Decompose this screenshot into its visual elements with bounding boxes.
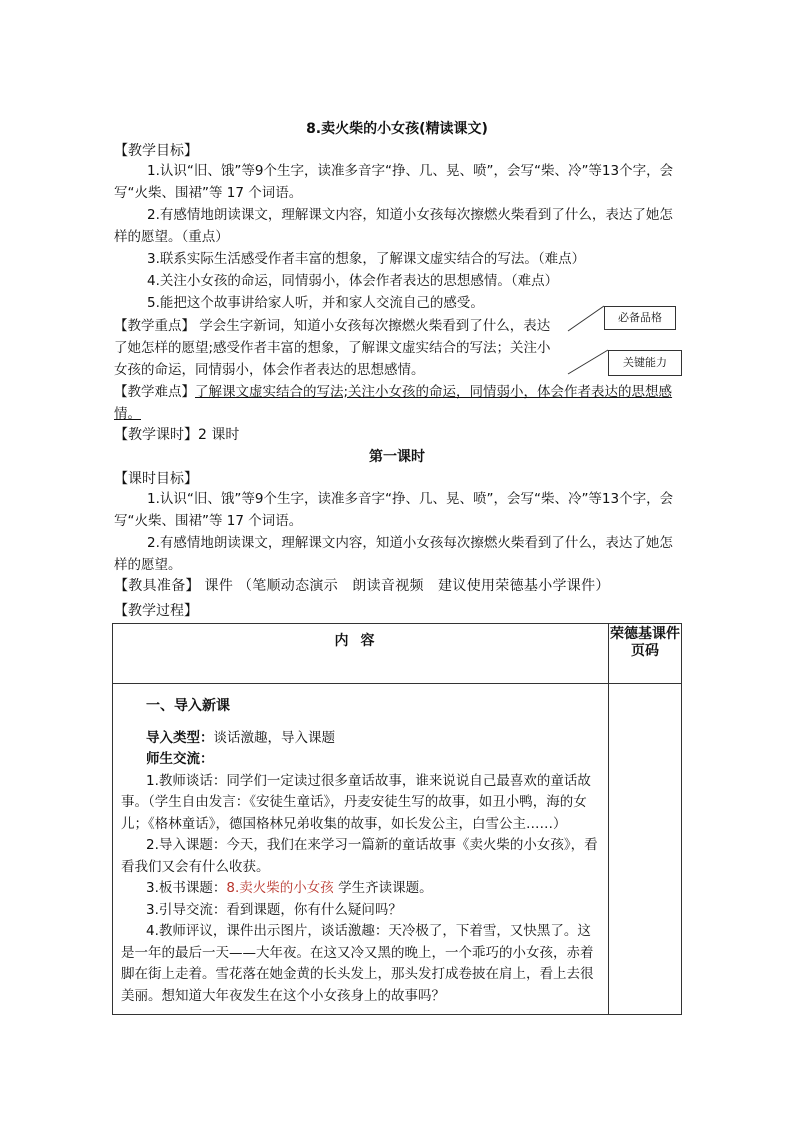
step-board xyxy=(121,878,600,900)
step-2: 2.导入课题：今天，我们在来学习一篇新的童话故事《卖火柴的小女孩》，看看我们又会有什么收获。 xyxy=(121,837,598,875)
step-1: 1.教师谈话：同学们一定读过很多童话故事，谁来说说自己最喜欢的童话故事。（学生自由发言：《安徒生童话》，丹麦安徒生写的故事，如丑小鸭，海的女儿；《格林童话》，德国格林兄弟收集的故事，如长发公主，白雪公主……） xyxy=(121,772,591,832)
section-title: 一、导入新课 xyxy=(146,698,230,714)
process-table xyxy=(112,623,682,1015)
difficulties-label: 【教学难点】 xyxy=(114,384,195,400)
goal-item-2: 2.有感情地朗读课文，理解课文内容，知道小女孩每次擦燃火柴看到了什么，表达了她怎样的愿望。（重点） xyxy=(114,207,673,245)
periods: 【教学课时】2 课时 xyxy=(114,427,240,443)
callout-line-1 xyxy=(568,306,604,331)
period-goals-heading: 【课时目标】 xyxy=(114,471,198,487)
table-header-row xyxy=(113,624,682,684)
board-tail: 学生齐读课题。 xyxy=(333,880,433,896)
callout-key-ability: 关键能力 xyxy=(608,350,682,376)
key-points-text: 学会生字新词，知道小女孩每次擦燃火柴看到了什么，表达了她怎样的愿望;感受作者丰富的想象，了解课文虚实结合的写法；关注小女孩的命运，同情弱小，体会作者表达的思想感情。 xyxy=(114,318,551,378)
goal-item-4: 4.关注小女孩的命运，同情弱小，体会作者表达的思想感情。（难点） xyxy=(147,273,559,289)
period-goal-item-1: 1.认识“旧、饿”等9个生字，读准多音字“挣、几、晃、喷”，会写“柴、冷”等13个字，会写“火柴、围裙”等 17 个词语。 xyxy=(114,491,674,529)
exchange-label: 师生交流： xyxy=(146,751,214,767)
table-row xyxy=(113,684,682,1015)
lesson-title: 8.卖火柴的小女孩(精读课文) xyxy=(306,121,488,137)
header-page-number: 荣德基课件页码 xyxy=(609,624,682,684)
callout-essential-character: 必备品格 xyxy=(604,306,676,330)
first-period-title: 第一课时 xyxy=(369,449,425,465)
goal-item-5: 5.能把这个故事讲给家人听，并和家人交流自己的感受。 xyxy=(147,295,484,311)
intro-type-label: 导入类型： xyxy=(146,729,214,746)
board-title: 8.卖火柴的小女孩 xyxy=(226,880,334,896)
goal-item-1: 1.认识“旧、饿”等9个生字，读准多音字“挣、几、晃、喷”，会写“柴、冷”等13个字，会写“火柴、围裙”等 17 个词语。 xyxy=(114,163,674,201)
goal-item-3: 3.联系实际生活感受作者丰富的想象，了解课文虚实结合的写法。（难点） xyxy=(147,251,586,267)
intro-type xyxy=(121,728,600,750)
page-number-cell xyxy=(609,684,682,1015)
key-points-label: 【教学重点】 xyxy=(114,318,195,334)
intro-type-text: 谈话激趣，导入课题 xyxy=(213,729,335,746)
step-3: 3.引导交流：看到课题，你有什么疑问吗？ xyxy=(146,901,402,918)
header-content: 内容 xyxy=(113,624,609,684)
process-heading: 【教学过程】 xyxy=(114,603,198,619)
period-goal-item-2: 2.有感情地朗读课文，理解课文内容，知道小女孩每次擦燃火柴看到了什么，表达了她怎样的愿望。 xyxy=(114,535,673,573)
difficulties-text: 了解课文虚实结合的写法;关注小女孩的命运，同情弱小，体会作者表达的思想感情。 xyxy=(114,384,673,422)
tools-line: 【教具准备】 课件 （笔顺动态演示 朗读音视频 建议使用荣德基小学课件） xyxy=(114,578,610,594)
step-4: 4.教师评议，课件出示图片，谈话激趣：天冷极了，下着雪，又快黑了。这是一年的最后一天——大年夜。在这又冷又黑的晚上，一个乖巧的小女孩，赤着脚在街上走着。雪花落在她金黄的长头发上，那头发打成卷披在肩上，看上去很美丽。想知道大年夜发生在这个小女孩身上的故事吗？ xyxy=(121,923,594,1004)
goals-heading: 【教学目标】 xyxy=(114,143,198,159)
callout-line-2 xyxy=(568,350,608,374)
content-cell xyxy=(113,684,609,1015)
board-label: 3.板书课题： xyxy=(146,880,227,896)
